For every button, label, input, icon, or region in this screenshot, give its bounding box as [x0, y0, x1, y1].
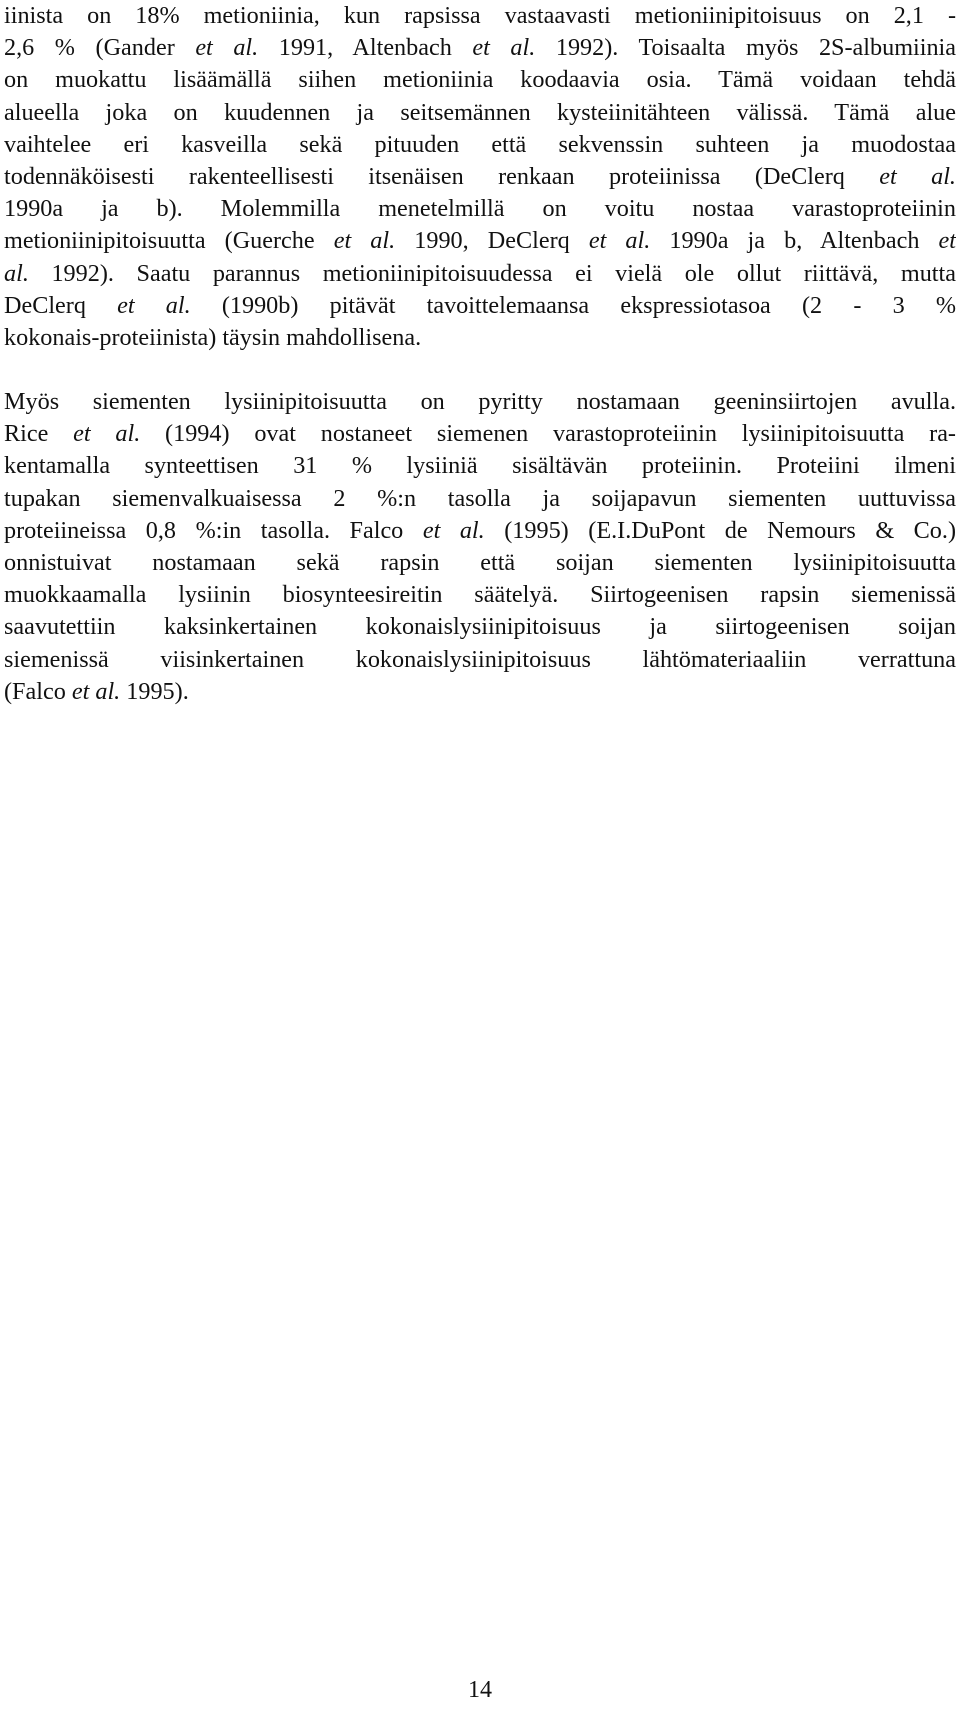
text-line: [4, 0, 956, 32]
text-line: [4, 515, 956, 547]
italic-text: et: [938, 227, 956, 255]
text-run: kentamalla synteettisen 31 % lysiiniä sisältävän proteiinin. Proteiini ilmeni: [4, 452, 956, 480]
text-line: [4, 322, 956, 354]
text-line: [4, 418, 956, 450]
text-run: 1992). Toisaalta myös 2S-albumiinia: [535, 34, 956, 62]
text-run: iinista on 18% metioniinia, kun rapsissa vastaavasti metioniinipitoisuus on 2,1 -: [4, 2, 956, 29]
text-run: siemenissä viisinkertainen kokonaislysiinipitoisuus lähtömateriaaliin verrattuna: [4, 645, 956, 673]
text-run: todennäköisesti rakenteellisesti itsenäisen renkaan proteiinissa (DeClerq: [4, 162, 880, 190]
text-run: tupakan siemenvalkuaisessa 2 %:n tasolla ja soijapavun siementen uuttuvissa: [4, 484, 956, 512]
text-line: [4, 225, 956, 257]
italic-text: et al.: [472, 34, 536, 62]
text-run: 1995).: [120, 677, 189, 705]
text-line: [4, 644, 956, 676]
italic-text: et al.: [422, 516, 485, 544]
text-run: proteiineissa 0,8 %:in tasolla. Falco: [4, 516, 423, 544]
text-run: (1994) ovat nostaneet siemenen varastoproteiinin lysiinipitoisuutta ra-: [140, 420, 956, 448]
text-run: 1990, DeClerq: [395, 227, 589, 255]
text-run: vaihtelee eri kasveilla sekä pituuden että sekvenssin suhteen ja muodostaa: [4, 130, 956, 158]
text-run: DeClerq: [4, 291, 118, 319]
text-run: Rice: [4, 420, 74, 448]
paragraph: [4, 386, 956, 708]
text-line: [4, 97, 956, 129]
text-run: 1990a ja b, Altenbach: [650, 227, 939, 255]
text-run: Myös siementen lysiinipitoisuutta on pyritty nostamaan geeninsiirtojen avulla.: [4, 388, 956, 416]
paragraph: [4, 0, 956, 354]
text-line: [4, 547, 956, 579]
italic-text: et al.: [73, 420, 141, 448]
text-run: 1991, Altenbach: [258, 34, 473, 62]
text-line: [4, 64, 956, 96]
text-run: 1992). Saatu parannus metioniinipitoisuudessa ei vielä ole ollut riittävä, mutta: [28, 259, 956, 287]
text-line: [4, 193, 956, 225]
page-number: 14: [468, 1677, 492, 1703]
text-line: [4, 386, 956, 418]
italic-text: al.: [4, 259, 29, 287]
text-line: [4, 258, 956, 290]
text-line: [4, 161, 956, 193]
italic-text: et al.: [195, 34, 259, 62]
text-run: on muokattu lisäämällä siihen metioniinia koodaavia osia. Tämä voidaan tehdä: [4, 66, 956, 94]
text-line: [4, 290, 956, 322]
text-run: (1990b) pitävät tavoittelemaansa ekspressiotasoa (2 - 3 %: [190, 291, 956, 319]
text-line: [4, 676, 956, 708]
text-run: 1990a ja b). Molemmilla menetelmillä on voitu nostaa varastoproteiinin: [4, 195, 956, 223]
text-run: alueella joka on kuudennen ja seitsemännen kysteiinitähteen välissä. Tämä alue: [4, 98, 956, 126]
text-run: (Falco: [4, 677, 72, 705]
text-run: metioniinipitoisuutta (Guerche: [4, 227, 334, 255]
text-line: [4, 129, 956, 161]
text-run: saavutettiin kaksinkertainen kokonaislysiinipitoisuus ja siirtogeenisen soijan: [4, 613, 956, 641]
text-run: (1995) (E.I.DuPont de Nemours & Co.): [484, 516, 956, 544]
text-line: [4, 483, 956, 515]
text-line: [4, 32, 956, 64]
italic-text: et al.: [588, 227, 651, 255]
text-line: [4, 450, 956, 482]
italic-text: et al.: [117, 291, 191, 319]
body-text: [4, 0, 956, 708]
text-run: 2,6 % (Gander: [4, 34, 196, 62]
text-run: kokonais-proteiinista) täysin mahdollisena.: [4, 323, 422, 351]
italic-text: et al.: [879, 162, 956, 190]
text-line: [4, 579, 956, 611]
text-run: muokkaamalla lysiinin biosynteesireitin säätelyä. Siirtogeenisen rapsin siemenissä: [4, 581, 956, 609]
paragraph-gap: [4, 354, 956, 386]
italic-text: et al.: [71, 677, 121, 705]
text-line: [4, 611, 956, 643]
text-run: onnistuivat nostamaan sekä rapsin että soijan siementen lysiinipitoisuutta: [4, 549, 956, 576]
italic-text: et al.: [333, 227, 396, 255]
